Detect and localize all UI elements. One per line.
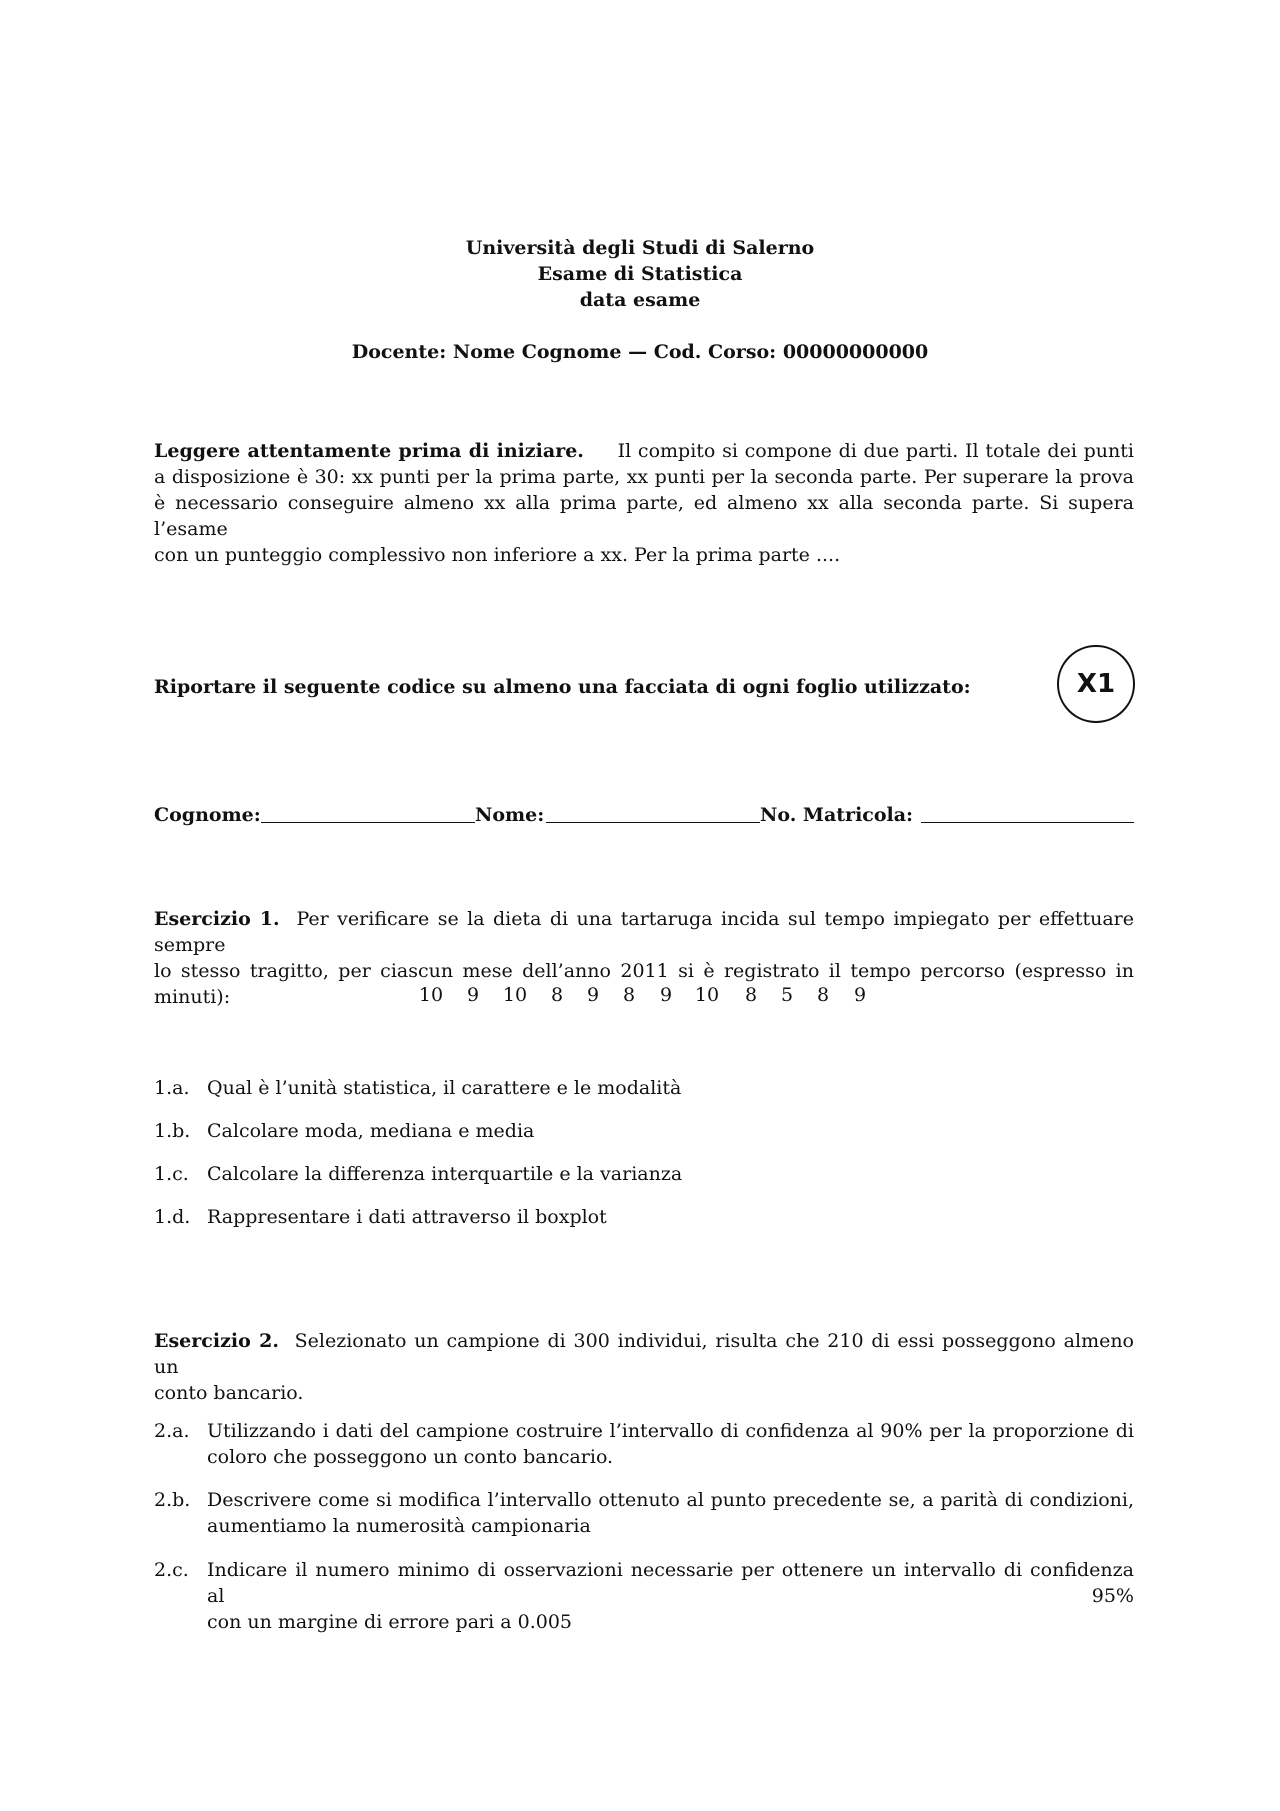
instructions-text-1: Il compito si compone di due parti. Il totale dei punti [617, 440, 1134, 462]
exercise-2-line-2: conto bancario. [154, 1382, 304, 1404]
data-value: 8 [550, 984, 564, 1006]
exercise-1-heading: Esercizio 1. [154, 908, 280, 930]
instructions-line-3: è necessario conseguire almeno xx alla prima parte, ed almeno xx alla seconda parte. Si supera l’esame [154, 492, 1134, 540]
exercise-2-heading: Esercizio 2. [154, 1330, 279, 1352]
exercise-1-line-1 [154, 906, 1134, 958]
data-value: 5 [780, 984, 794, 1006]
item-number: 2.b. [154, 1489, 191, 1511]
item-text [207, 1487, 1134, 1539]
data-value: 9 [466, 984, 480, 1006]
item-number: 2.a. [154, 1420, 190, 1442]
data-value: 9 [853, 984, 867, 1006]
exercise-1-text [154, 906, 1134, 1010]
exam-code-badge: X1 [1057, 645, 1135, 723]
item-text [207, 1418, 1134, 1470]
matricola-field[interactable] [921, 822, 1134, 823]
surname-field[interactable] [261, 822, 475, 823]
matricola-label: No. Matricola: [760, 804, 914, 826]
item-text [207, 1557, 1134, 1635]
exercise-2-text-1: Selezionato un campione di 300 individui, risulta che 210 di essi posseggono almeno un [154, 1330, 1134, 1378]
instructions-line-1 [154, 438, 1134, 464]
item-number: 1.d. [154, 1206, 191, 1228]
item-line-2: coloro che posseggono un conto bancario. [207, 1446, 614, 1468]
exercise-2-line-1 [154, 1328, 1134, 1380]
data-value: 9 [659, 984, 673, 1006]
item-line-1: Indicare il numero minimo di osservazioni necessarie per ottenere un intervallo di confidenza al 95% [207, 1559, 1134, 1607]
data-value: 8 [744, 984, 758, 1006]
name-label: Nome: [475, 804, 545, 826]
exercise-1-text-1: Per verificare se la dieta di una tartaruga incida sul tempo impiegato per effettuare sempre [154, 908, 1134, 956]
item-number: 2.c. [154, 1559, 189, 1581]
item-number: 1.c. [154, 1163, 189, 1185]
exercise-1-line-2: lo stesso tragitto, per ciascun mese dell’anno 2011 si è registrato il tempo percorso (espresso in minuti): [154, 960, 1134, 1008]
item-number: 1.b. [154, 1120, 191, 1142]
item-text: Rappresentare i dati attraverso il boxplot [207, 1206, 607, 1228]
data-value: 8 [622, 984, 636, 1006]
item-number: 1.a. [154, 1077, 190, 1099]
instructions-line-2: a disposizione è 30: xx punti per la prima parte, xx punti per la seconda parte. Per superare la prova [154, 466, 1134, 488]
data-value: 10 [418, 984, 444, 1006]
name-field[interactable] [546, 822, 760, 823]
exam-date: data esame [579, 289, 701, 311]
exam-title: Esame di Statistica [537, 263, 743, 285]
code-prompt-text: Riportare il seguente codice su almeno una facciata di ogni foglio utilizzato: [154, 676, 971, 698]
data-value: 10 [502, 984, 528, 1006]
code-prompt [154, 674, 971, 700]
teacher-course-line: Docente: Nome Cognome — Cod. Corso: 00000000000 [351, 341, 929, 363]
item-line-1: Utilizzando i dati del campione costruire l’intervallo di confidenza al 90% per la proporzione di [207, 1420, 1134, 1442]
surname-label: Cognome: [154, 804, 261, 826]
item-line-2: aumentiamo la numerosità campionaria [207, 1515, 591, 1537]
item-line-1: Descrivere come si modifica l’intervallo ottenuto al punto precedente se, a parità di condizioni, [207, 1489, 1134, 1511]
data-value: 8 [816, 984, 830, 1006]
university-name: Università degli Studi di Salerno [465, 237, 815, 259]
item-text: Qual è l’unità statistica, il carattere e le modalità [207, 1077, 682, 1099]
data-value: 10 [694, 984, 720, 1006]
exercise-2-text [154, 1328, 1134, 1406]
instructions-paragraph [154, 438, 1134, 568]
item-text: Calcolare la differenza interquartile e la varianza [207, 1163, 683, 1185]
instructions-line-4: con un punteggio complessivo non inferiore a xx. Per la prima parte .... [154, 544, 841, 566]
instructions-heading: Leggere attentamente prima di iniziare. [154, 440, 584, 462]
item-line-2: con un margine di errore pari a 0.005 [207, 1611, 572, 1633]
data-value: 9 [586, 984, 600, 1006]
item-text: Calcolare moda, mediana e media [207, 1120, 535, 1142]
